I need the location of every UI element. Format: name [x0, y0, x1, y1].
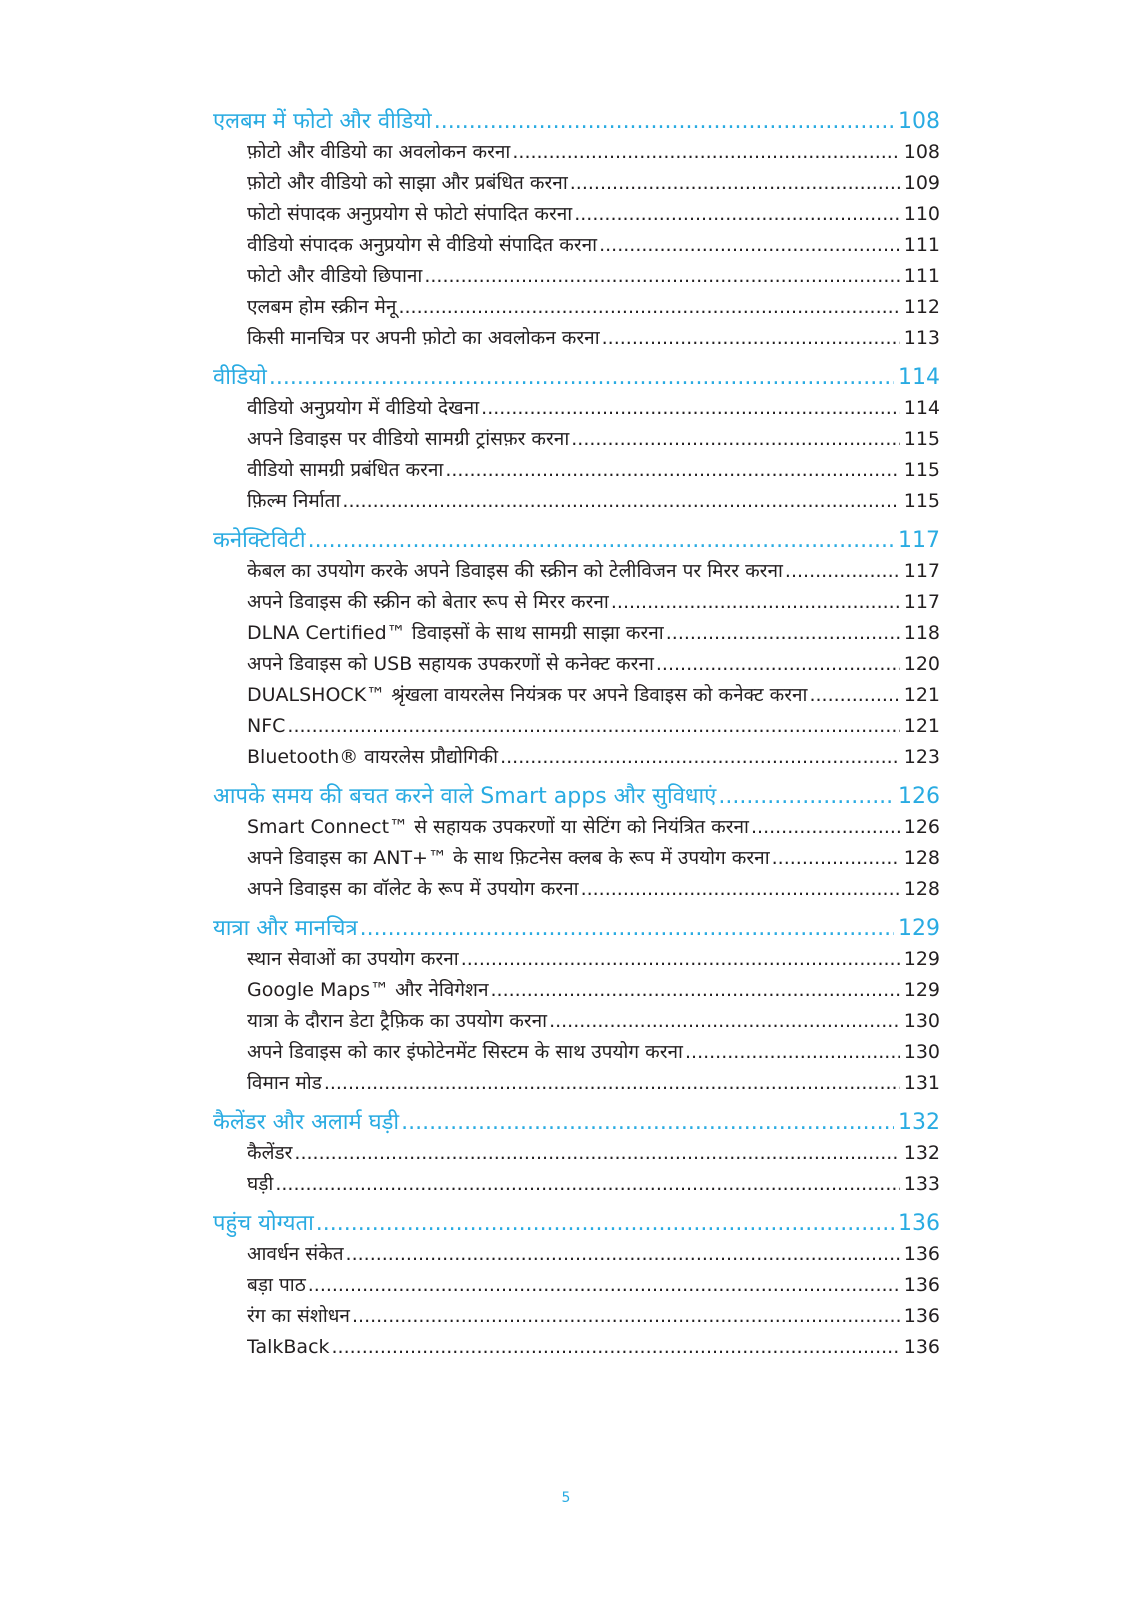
toc-entry-page: 123: [900, 742, 940, 773]
toc-section: [213, 913, 940, 1099]
toc-entry-page: 126: [900, 812, 940, 843]
toc-section: [213, 362, 940, 517]
toc-entry[interactable]: [247, 1169, 940, 1200]
toc-entry-page: 130: [900, 1006, 940, 1037]
toc-entry[interactable]: [247, 742, 940, 773]
toc-entry-title: किसी मानचित्र पर अपनी फ़ोटो का अवलोकन करना .....: [247, 327, 600, 349]
toc-section: [213, 106, 940, 354]
toc-entry-title: Google Maps™ और नेविगेशन .....: [247, 979, 489, 1001]
toc-entry[interactable]: [247, 261, 940, 292]
toc-entry[interactable]: [247, 1239, 940, 1270]
toc-section-page: 126: [894, 781, 940, 812]
toc-entry[interactable]: [247, 975, 940, 1006]
toc-entry-page: 110: [900, 199, 940, 230]
toc-entry-page: 117: [900, 556, 940, 587]
toc-entry-title: अपने डिवाइस की स्क्रीन को बेतार रूप से मिरर करना .....: [247, 591, 609, 613]
toc-entry[interactable]: [247, 455, 940, 486]
toc-entry-page: 109: [900, 168, 940, 199]
toc-section-heading[interactable]: [213, 1107, 940, 1138]
toc-entry-title: एलबम होम स्क्रीन मेनू .....: [247, 296, 396, 318]
toc-entry-title: विमान मोड .....: [247, 1072, 322, 1094]
toc-entry-title: फ़िल्म निर्माता .....: [247, 490, 340, 512]
toc-section-heading[interactable]: [213, 525, 940, 556]
toc-entry[interactable]: [247, 292, 940, 323]
toc-entry-page: 111: [900, 261, 940, 292]
toc-section-page: 129: [894, 913, 940, 944]
toc-entry[interactable]: [247, 556, 940, 587]
toc-entry-title: फ़ोटो और वीडियो का अवलोकन करना .....: [247, 141, 510, 163]
toc-entry-page: 136: [900, 1239, 940, 1270]
toc-entry-page: 117: [900, 587, 940, 618]
toc-entry-page: 131: [900, 1068, 940, 1099]
toc-entry-title: बड़ा पाठ .....: [247, 1274, 306, 1296]
toc-entry[interactable]: [247, 1037, 940, 1068]
toc-entry-title: फोटो संपादक अनुप्रयोग से फोटो संपादित करना .....: [247, 203, 572, 225]
toc-entry-title: Bluetooth® वायरलेस प्रौद्योगिकी .....: [247, 746, 498, 768]
toc-entry[interactable]: [247, 587, 940, 618]
toc-section-page: 117: [894, 525, 940, 556]
toc-entry-page: 115: [900, 424, 940, 455]
toc-section-page: 114: [894, 362, 940, 393]
toc-entry[interactable]: [247, 618, 940, 649]
toc-section-page: 132: [894, 1107, 940, 1138]
toc-entry-title: DLNA Certified™ डिवाइसों के साथ सामग्री साझा करना .....: [247, 622, 664, 644]
toc-entry-page: 133: [900, 1169, 940, 1200]
toc-entry-page: 132: [900, 1138, 940, 1169]
toc-entry-page: 115: [900, 486, 940, 517]
toc-section-heading[interactable]: [213, 913, 940, 944]
toc-entry-title: कैलेंडर .....: [247, 1142, 292, 1164]
toc-entry-page: 108: [900, 137, 940, 168]
toc-entry-title: घड़ी .....: [247, 1173, 273, 1195]
toc-entry-page: 136: [900, 1301, 940, 1332]
toc-entry-page: 111: [900, 230, 940, 261]
toc-entry-title: यात्रा के दौरान डेटा ट्रैफ़िक का उपयोग करना .....: [247, 1010, 547, 1032]
toc-section-title: आपके समय की बचत करने वाले Smart apps और सुविधाएं .....: [213, 784, 716, 809]
toc-entry-title: वीडियो अनुप्रयोग में वीडियो देखना .....: [247, 397, 479, 419]
toc-section-title: कनेक्टिविटी .....: [213, 528, 306, 553]
toc-entry-title: फोटो और वीडियो छिपाना .....: [247, 265, 422, 287]
toc-entry[interactable]: [247, 230, 940, 261]
toc-section-title: पहुंच योग्यता .....: [213, 1211, 314, 1236]
toc-entry[interactable]: [247, 137, 940, 168]
toc-entry-title: रंग का संशोधन .....: [247, 1305, 350, 1327]
toc-entry-page: 136: [900, 1332, 940, 1363]
toc-entry-title: DUALSHOCK™ श्रृंखला वायरलेस नियंत्रक पर अपने डिवाइस को कनेक्ट करना .....: [247, 684, 807, 706]
toc-section: [213, 1107, 940, 1200]
toc-entry-title: Smart Connect™ से सहायक उपकरणों या सेटिंग को नियंत्रित करना .....: [247, 816, 749, 838]
toc-entry-title: अपने डिवाइस को कार इंफोटेनमेंट सिस्टम के साथ उपयोग करना .....: [247, 1041, 683, 1063]
toc-entry-page: 136: [900, 1270, 940, 1301]
table-of-contents: [213, 106, 940, 1363]
toc-entry[interactable]: [247, 680, 940, 711]
toc-entry-title: वीडियो सामग्री प्रबंधित करना .....: [247, 459, 443, 481]
toc-entry-title: स्थान सेवाओं का उपयोग करना .....: [247, 948, 459, 970]
toc-entry-page: 113: [900, 323, 940, 354]
toc-section-title: कैलेंडर और अलार्म घड़ी .....: [213, 1110, 399, 1135]
toc-entry[interactable]: [247, 393, 940, 424]
toc-entry-page: 115: [900, 455, 940, 486]
toc-section-page: 136: [894, 1208, 940, 1239]
toc-section-title: यात्रा और मानचित्र .....: [213, 916, 358, 941]
toc-entry[interactable]: [247, 486, 940, 517]
toc-entry-page: 128: [900, 874, 940, 905]
toc-section: [213, 525, 940, 773]
toc-section: [213, 781, 940, 905]
page-number: 5: [561, 1490, 571, 1506]
toc-entry[interactable]: [247, 168, 940, 199]
toc-section-heading[interactable]: [213, 781, 940, 812]
toc-entry-page: 130: [900, 1037, 940, 1068]
toc-entry-page: 121: [900, 711, 940, 742]
toc-entry-title: आवर्धन संकेत .....: [247, 1243, 344, 1265]
toc-entry[interactable]: [247, 1301, 940, 1332]
toc-entry-page: 129: [900, 944, 940, 975]
toc-entry-title: फ़ोटो और वीडियो को साझा और प्रबंधित करना .....: [247, 172, 568, 194]
toc-entry[interactable]: [247, 812, 940, 843]
toc-entry-page: 129: [900, 975, 940, 1006]
toc-section-heading[interactable]: [213, 362, 940, 393]
toc-entry-title: वीडियो संपादक अनुप्रयोग से वीडियो संपादित करना .....: [247, 234, 597, 256]
toc-entry-page: 121: [900, 680, 940, 711]
toc-entry-page: 112: [900, 292, 940, 323]
toc-entry[interactable]: [247, 1068, 940, 1099]
toc-entry[interactable]: [247, 1006, 940, 1037]
toc-entry[interactable]: [247, 843, 940, 874]
toc-section: [213, 1208, 940, 1363]
toc-entry[interactable]: [247, 323, 940, 354]
toc-entry-title: NFC .....: [247, 715, 285, 737]
toc-section-title: एलबम में फोटो और वीडियो .....: [213, 109, 432, 134]
toc-entry[interactable]: [247, 199, 940, 230]
toc-entry[interactable]: [247, 649, 940, 680]
toc-entry-page: 128: [900, 843, 940, 874]
toc-entry[interactable]: [247, 1138, 940, 1169]
toc-section-heading[interactable]: [213, 1208, 940, 1239]
toc-entry-title: अपने डिवाइस का वॉलेट के रूप में उपयोग करना .....: [247, 878, 579, 900]
toc-section-page: 108: [894, 106, 940, 137]
toc-entry-page: 120: [900, 649, 940, 680]
toc-entry-title: TalkBack .....: [247, 1336, 330, 1358]
toc-entry[interactable]: [247, 711, 940, 742]
toc-entry[interactable]: [247, 944, 940, 975]
toc-entry-page: 118: [900, 618, 940, 649]
toc-section-title: वीडियो .....: [213, 365, 267, 390]
toc-entry-page: 114: [900, 393, 940, 424]
toc-entry[interactable]: [247, 424, 940, 455]
toc-section-heading[interactable]: [213, 106, 940, 137]
toc-entry[interactable]: [247, 1270, 940, 1301]
toc-entry-title: अपने डिवाइस को USB सहायक उपकरणों से कनेक्ट करना .....: [247, 653, 654, 675]
toc-entry-title: अपने डिवाइस का ANT+™ के साथ फ़िटनेस क्लब के रूप में उपयोग करना .....: [247, 847, 770, 869]
toc-entry-title: अपने डिवाइस पर वीडियो सामग्री ट्रांसफ़र करना .....: [247, 428, 569, 450]
toc-entry-title: केबल का उपयोग करके अपने डिवाइस की स्क्रीन को टेलीविजन पर मिरर करना .....: [247, 560, 783, 582]
toc-entry[interactable]: [247, 1332, 940, 1363]
toc-entry[interactable]: [247, 874, 940, 905]
